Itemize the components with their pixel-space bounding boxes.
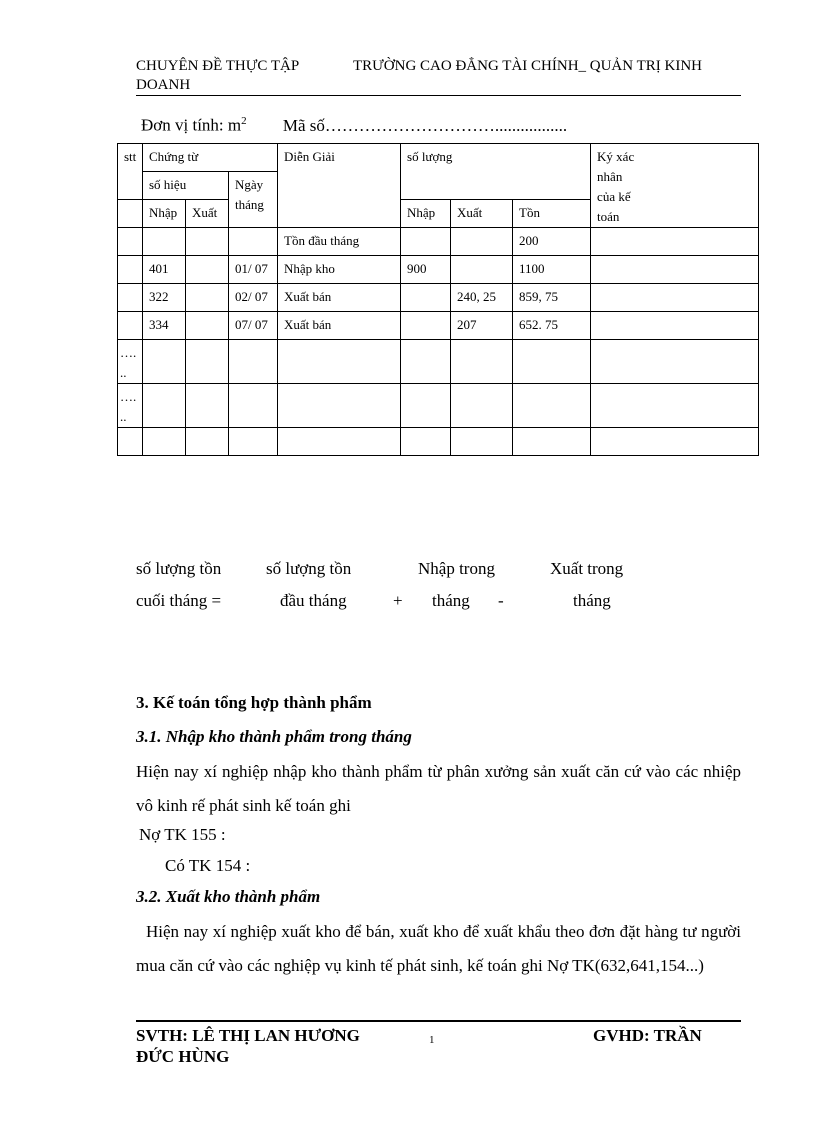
th-ngaythang — [229, 172, 278, 228]
th-soluong: số lượng — [401, 144, 591, 200]
cell-sln: 900 — [401, 256, 451, 284]
cell-ton: 652. 75 — [513, 312, 591, 340]
cell-ton: 1100 — [513, 256, 591, 284]
header-wrap: DOANH — [136, 77, 191, 93]
cell-ton: 200 — [513, 228, 591, 256]
th-thang: tháng — [235, 197, 264, 212]
th-sl-xuat: Xuất — [451, 200, 513, 228]
cell-nhap: 322 — [143, 284, 186, 312]
paragraph-3-1: Hiện nay xí nghiệp nhập kho thành phẩm từ phân xưởng sản xuất căn cứ vào các nhiệp vô kinh rế phát sinh kế toán ghi — [136, 762, 741, 815]
paragraph-3-2: Hiện nay xí nghiệp xuất kho để bán, xuất kho để xuất khẩu theo đơn đặt hàng tư người mua căn cứ vào các nghiệp vụ kinh tế phát sinh, kế toán ghi Nợ TK(632,641,154...) — [136, 922, 741, 975]
page-header — [136, 57, 741, 95]
cell-dg: Nhập kho — [278, 256, 401, 284]
th-ky-3: của kế — [597, 189, 631, 204]
footer-advisor: GVHD: TRẦN — [593, 1026, 702, 1045]
table-row — [118, 312, 759, 340]
page-number: 1 — [429, 1034, 435, 1046]
th-ky — [591, 144, 759, 228]
table-row — [118, 228, 759, 256]
cell-dg: Tồn đầu tháng — [278, 228, 401, 256]
th-ct-nhap: Nhập — [143, 200, 186, 228]
formula-a1: số lượng tồn — [136, 559, 222, 578]
table-row — [118, 256, 759, 284]
footer-advisor-cont: ĐỨC HÙNG — [136, 1047, 230, 1066]
formula-c1: Nhập trong — [418, 559, 495, 578]
section-3-heading: 3. Kế toán tổng hợp thành phẩm — [136, 693, 372, 712]
header-right: TRƯỜNG CAO ĐẲNG TÀI CHÍNH_ QUẢN TRỊ KINH — [353, 58, 702, 74]
formula-a2: cuối tháng = — [136, 591, 222, 610]
formula-d1: Xuất trong — [550, 559, 624, 578]
cell-dots: …. .. — [118, 340, 143, 384]
cell-ngay: 01/ 07 — [229, 256, 278, 284]
th-ky-4: toán — [597, 209, 620, 224]
header-left: CHUYÊN ĐỀ THỰC TẬP — [136, 58, 300, 74]
stock-ledger-table — [117, 143, 759, 456]
table-row — [118, 428, 759, 456]
th-sohieu: số hiệu — [143, 172, 229, 200]
formula-c2: tháng — [432, 591, 470, 610]
th-chungtu: Chứng từ — [143, 144, 278, 172]
unit-label: Đơn vị tính: m — [141, 115, 242, 135]
unit-sup: 2 — [241, 115, 247, 127]
debit-line: Nợ TK 155 : — [139, 825, 226, 844]
cell-slx: 240, 25 — [451, 284, 513, 312]
credit-line: Có TK 154 : — [165, 856, 251, 875]
code-label: Mã số…………………………................. — [282, 115, 568, 135]
th-ngay: Ngày — [235, 177, 264, 192]
cell-dg: Xuất bán — [278, 284, 401, 312]
cell-dg: Xuất bán — [278, 312, 401, 340]
formula-plus: + — [393, 591, 403, 610]
cell-nhap: 334 — [143, 312, 186, 340]
formula-b1: số lượng tồn — [266, 559, 352, 578]
formula-minus: - — [498, 591, 504, 610]
section-3-2-heading: 3.2. Xuất kho thành phẩm — [136, 887, 321, 906]
section-3-1-heading: 3.1. Nhập kho thành phẩm trong tháng — [136, 727, 412, 746]
footer-student: SVTH: LÊ THỊ LAN HƯƠNG — [136, 1026, 360, 1045]
th-sl-nhap: Nhập — [401, 200, 451, 228]
formula-b2: đầu tháng — [280, 591, 347, 610]
cell-ton: 859, 75 — [513, 284, 591, 312]
cell-slx: 207 — [451, 312, 513, 340]
footer-divider — [136, 1020, 741, 1022]
th-stt-blank — [118, 200, 143, 228]
cell-ngay: 07/ 07 — [229, 312, 278, 340]
unit-line — [141, 115, 567, 136]
th-ky-1: Ký xác — [597, 149, 635, 164]
th-ct-xuat: Xuất — [186, 200, 229, 228]
th-ky-2: nhân — [597, 169, 623, 184]
th-sl-ton: Tồn — [513, 200, 591, 228]
header-divider — [136, 95, 741, 96]
th-stt: stt — [118, 144, 143, 200]
cell-ngay: 02/ 07 — [229, 284, 278, 312]
cell-nhap: 401 — [143, 256, 186, 284]
cell-dots: …. .. — [118, 384, 143, 428]
th-diengiai: Diễn Giải — [278, 144, 401, 228]
table-row — [118, 384, 759, 428]
formula-d2: tháng — [573, 591, 611, 610]
table-row — [118, 284, 759, 312]
table-row — [118, 340, 759, 384]
